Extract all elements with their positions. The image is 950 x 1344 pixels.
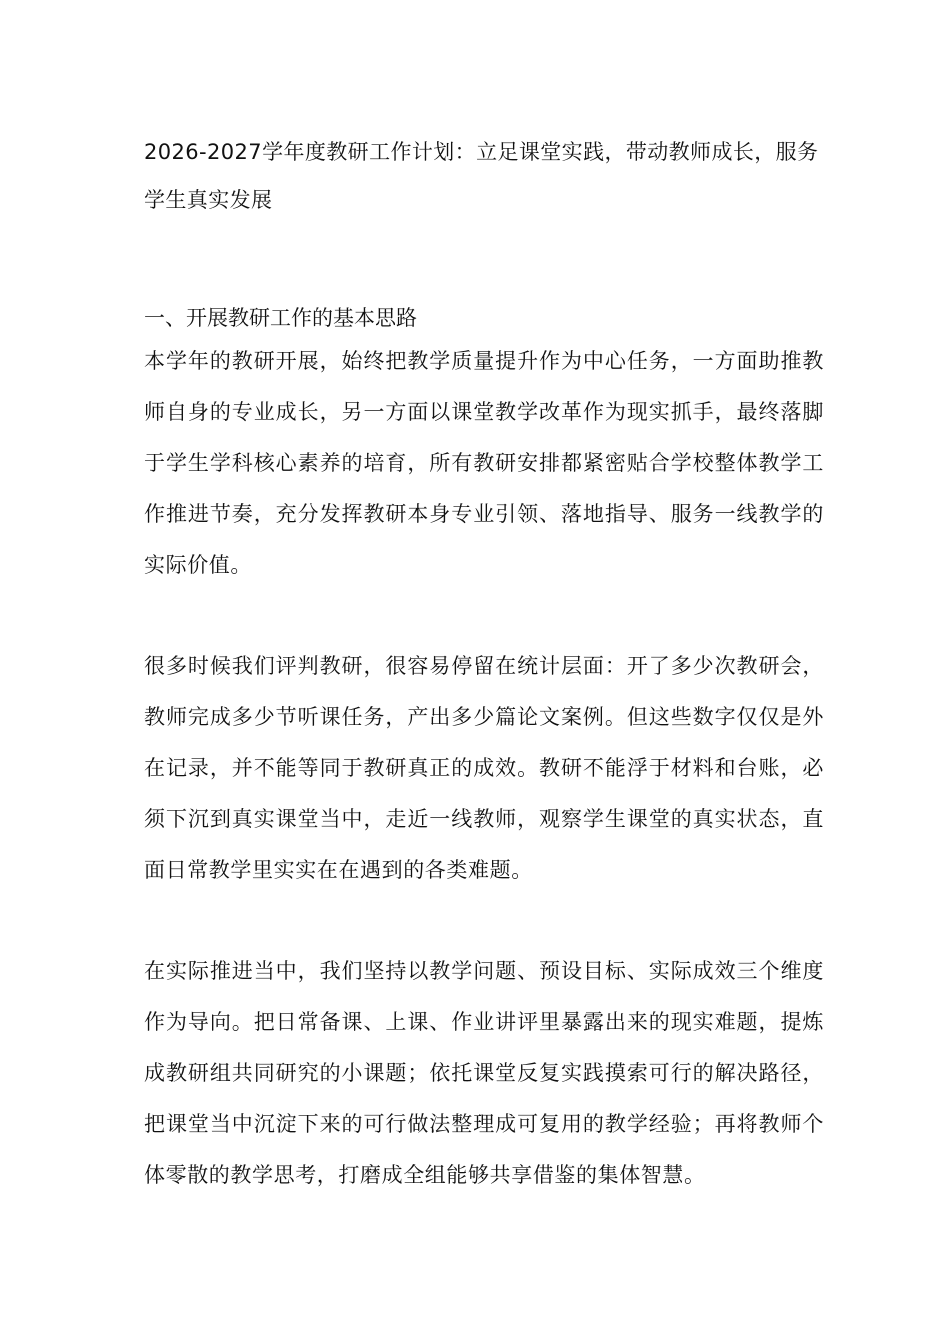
paragraph-1: 本学年的教研开展，始终把教学质量提升作为中心任务，一方面助推教师自身的专业成长，另一方面以课堂教学改革作为现实抓手，最终落脚于学生学科核心素养的培育，所有教研安排都紧密贴合学校整体教学工作推进节奏，充分发挥教研本身专业引领、落地指导、服务一线教学的实际价值。 xyxy=(144,349,824,577)
section-heading: 一、开展教研工作的基本思路 xyxy=(144,306,417,330)
paragraph-2: 很多时候我们评判教研，很容易停留在统计层面：开了多少次教研会，教师完成多少节听课任务，产出多少篇论文案例。但这些数字仅仅是外在记录，并不能等同于教研真正的成效。教研不能浮于材料和台账，必须下沉到真实课堂当中，走近一线教师，观察学生课堂的真实状态，直面日常教学里实实在在遇到的各类难题。 xyxy=(144,654,824,882)
paragraph-3: 在实际推进当中，我们坚持以教学问题、预设目标、实际成效三个维度作为导向。把日常备课、上课、作业讲评里暴露出来的现实难题，提炼成教研组共同研究的小课题；依托课堂反复实践摸索可行的解决路径，把课堂当中沉淀下来的可行做法整理成可复用的教学经验；再将教师个体零散的教学思考，打磨成全组能够共享借鉴的集体智慧。 xyxy=(144,959,824,1187)
document-body xyxy=(144,128,824,1201)
document-title: 2026-2027学年度教研工作计划：立足课堂实践，带动教师成长，服务学生真实发展 xyxy=(144,140,819,212)
